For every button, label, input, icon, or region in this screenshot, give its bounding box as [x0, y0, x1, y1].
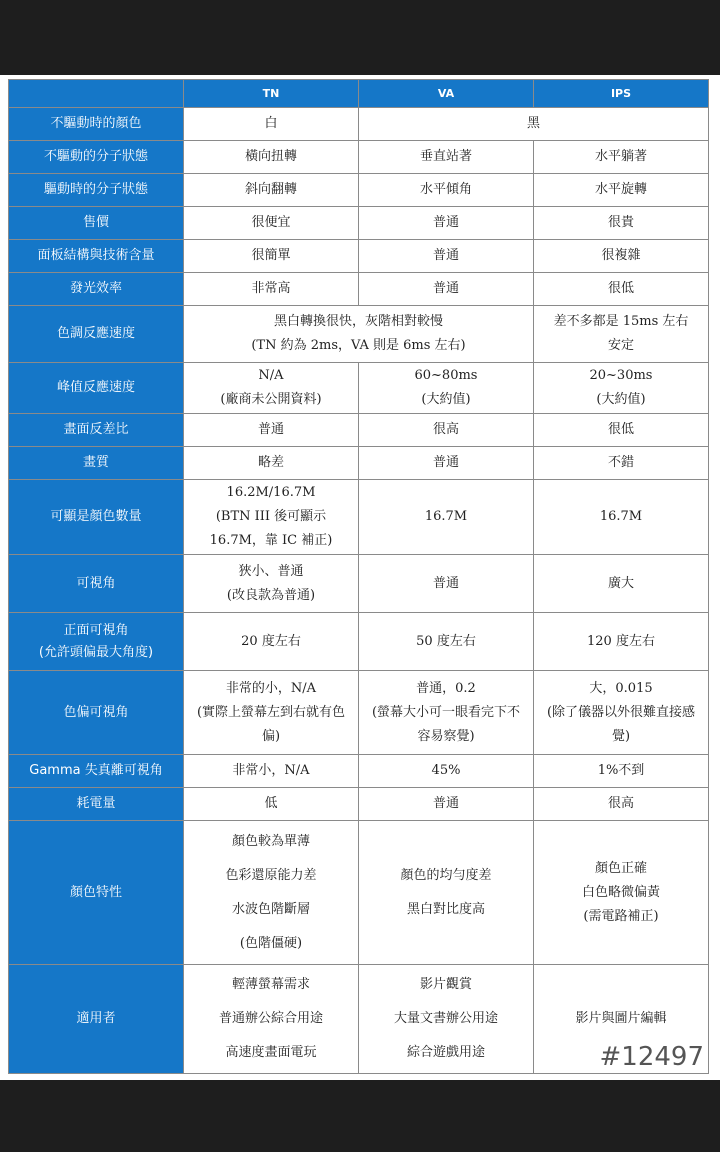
cell-ips: 20~30ms (大約值) [534, 363, 709, 414]
row-label: 不驅動時的顏色 [9, 108, 184, 141]
cell-ips: 1%不到 [534, 755, 709, 788]
row-label: 畫面反差比 [9, 414, 184, 447]
watermark-number: #12497 [599, 1042, 704, 1072]
row-label: 售價 [9, 207, 184, 240]
cell-ips: 水平旋轉 [534, 174, 709, 207]
cell-ips: 很低 [534, 414, 709, 447]
table-row [9, 447, 709, 480]
table-row [9, 207, 709, 240]
cell-va: 影片觀賞 大量文書辦公用途 綜合遊戲用途 [359, 965, 534, 1074]
cell-tn: 很簡單 [184, 240, 359, 273]
cell-tn: 狹小、普通 (改良款為普通) [184, 555, 359, 613]
table-row [9, 141, 709, 174]
cell-va: 水平傾角 [359, 174, 534, 207]
cell-ips: 很複雜 [534, 240, 709, 273]
row-label: 峰值反應速度 [9, 363, 184, 414]
cell-tn: 白 [184, 108, 359, 141]
cell-tn: 很便宜 [184, 207, 359, 240]
cell-ips: 很低 [534, 273, 709, 306]
cell-va: 普通 [359, 788, 534, 821]
row-label: 發光效率 [9, 273, 184, 306]
row-label: 顏色特性 [9, 821, 184, 965]
cell-tn: 20 度左右 [184, 613, 359, 671]
cell-ips: 不錯 [534, 447, 709, 480]
cell-tn: 非常的小，N/A (實際上螢幕左到右就有色 偏) [184, 671, 359, 755]
cell-ips: 影片與圖片編輯 #12497 [534, 965, 709, 1074]
cell-ips: 120 度左右 [534, 613, 709, 671]
cell-ips: 很高 [534, 788, 709, 821]
header-va: VA [359, 80, 534, 108]
document-page [0, 75, 720, 1080]
table-row [9, 174, 709, 207]
cell-va-ips: 黑 [359, 108, 709, 141]
row-label: 適用者 [9, 965, 184, 1074]
cell-va: 50 度左右 [359, 613, 534, 671]
cell-va: 普通 [359, 555, 534, 613]
cell-tn: 16.2M/16.7M (BTN III 後可顯示 16.7M，靠 IC 補正) [184, 480, 359, 555]
row-label: 耗電量 [9, 788, 184, 821]
panel-comparison-table [8, 79, 709, 1074]
table-row [9, 555, 709, 613]
row-label: 畫質 [9, 447, 184, 480]
row-label: 可顯是顏色數量 [9, 480, 184, 555]
cell-va: 普通，0.2 (螢幕大小可一眼看完下不 容易察覺) [359, 671, 534, 755]
cell-va: 很高 [359, 414, 534, 447]
header-row [9, 80, 709, 108]
row-label: 驅動時的分子狀態 [9, 174, 184, 207]
row-label: 色偏可視角 [9, 671, 184, 755]
table-row [9, 240, 709, 273]
table-row [9, 273, 709, 306]
table-row [9, 363, 709, 414]
row-label: 可視角 [9, 555, 184, 613]
cell-va: 普通 [359, 207, 534, 240]
table-row [9, 414, 709, 447]
cell-tn: 橫向扭轉 [184, 141, 359, 174]
cell-tn: 非常高 [184, 273, 359, 306]
cell-tn: 低 [184, 788, 359, 821]
header-ips: IPS [534, 80, 709, 108]
cell-va: 60~80ms (大約值) [359, 363, 534, 414]
cell-va: 顏色的均勻度差 黑白對比度高 [359, 821, 534, 965]
table-row [9, 480, 709, 555]
row-label: 色調反應速度 [9, 306, 184, 363]
table-row [9, 755, 709, 788]
cell-tn: N/A (廠商未公開資料) [184, 363, 359, 414]
table-row [9, 108, 709, 141]
cell-tn: 普通 [184, 414, 359, 447]
row-label: 面板結構與技術含量 [9, 240, 184, 273]
cell-va: 普通 [359, 240, 534, 273]
cell-ips: 很貴 [534, 207, 709, 240]
table-row [9, 306, 709, 363]
cell-ips: 大，0.015 (除了儀器以外很難直接感 覺) [534, 671, 709, 755]
cell-ips: 16.7M [534, 480, 709, 555]
table-row [9, 613, 709, 671]
cell-va: 16.7M [359, 480, 534, 555]
cell-tn: 略差 [184, 447, 359, 480]
cell-va: 垂直站著 [359, 141, 534, 174]
row-label: Gamma 失真離可視角 [9, 755, 184, 788]
cell-tn: 非常小，N/A [184, 755, 359, 788]
table-row [9, 821, 709, 965]
cell-ips: 水平躺著 [534, 141, 709, 174]
header-corner [9, 80, 184, 108]
cell-va: 普通 [359, 447, 534, 480]
row-label: 正面可視角 (允許頭偏最大角度) [9, 613, 184, 671]
cell-tn: 顏色較為單薄 色彩還原能力差 水波色階斷層 (色階僵硬) [184, 821, 359, 965]
table-row [9, 965, 709, 1074]
cell-va: 普通 [359, 273, 534, 306]
table-row [9, 788, 709, 821]
cell-va: 45% [359, 755, 534, 788]
cell-tn-va: 黑白轉換很快，灰階相對較慢 (TN 約為 2ms，VA 則是 6ms 左右) [184, 306, 534, 363]
row-label: 不驅動的分子狀態 [9, 141, 184, 174]
cell-tn: 輕薄螢幕需求 普通辦公綜合用途 高速度畫面電玩 [184, 965, 359, 1074]
header-tn: TN [184, 80, 359, 108]
cell-ips: 廣大 [534, 555, 709, 613]
table-row [9, 671, 709, 755]
cell-ips: 差不多都是 15ms 左右 安定 [534, 306, 709, 363]
cell-ips: 顏色正確 白色略微偏黃 (需電路補正) [534, 821, 709, 965]
cell-tn: 斜向翻轉 [184, 174, 359, 207]
